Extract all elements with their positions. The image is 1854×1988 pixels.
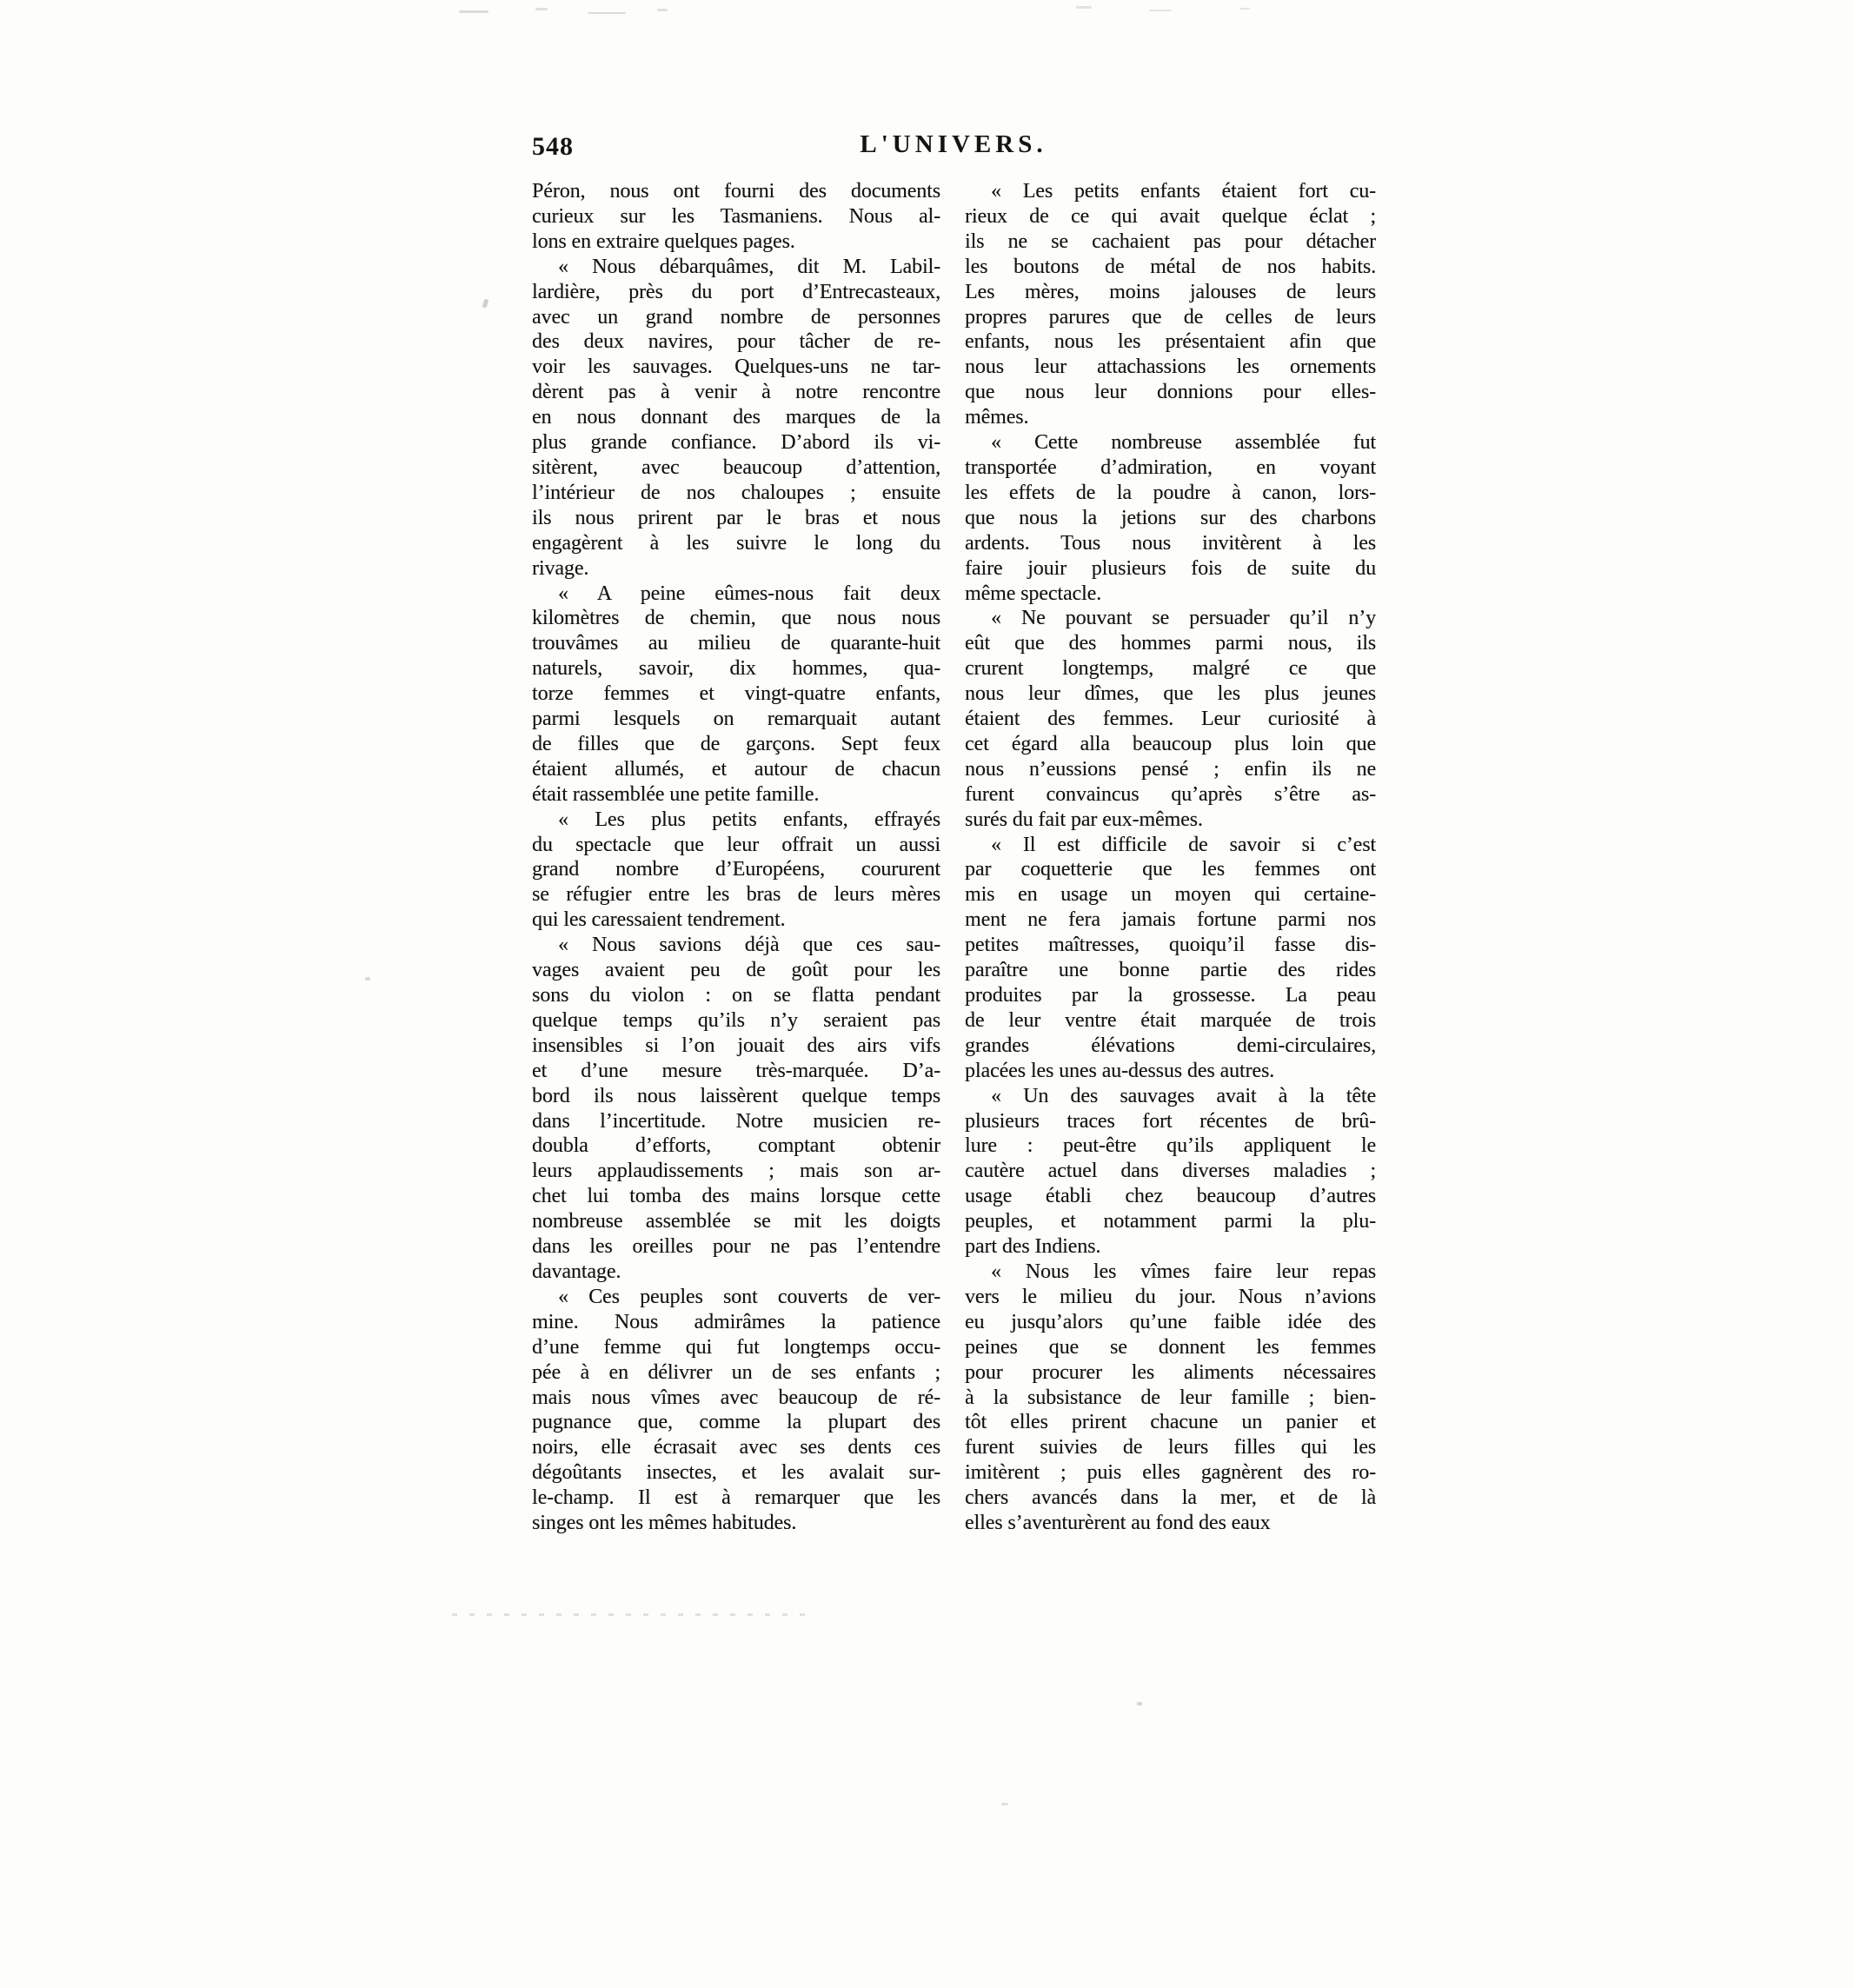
text-line: même spectacle.: [965, 582, 1102, 605]
text-line: sons du violon : on se flatta pendant: [532, 984, 940, 1007]
text-line: « Nous les vîmes faire leur repas: [991, 1260, 1376, 1283]
text-line: quelque temps qu’ils n’y seraient pas: [532, 1008, 940, 1032]
paragraph: [532, 1285, 940, 1536]
scan-speck: [1239, 8, 1250, 10]
paragraph: [965, 833, 1376, 1084]
text-line: chet lui tomba des mains lorsque cette: [532, 1185, 940, 1208]
text-line: tôt elles prirent chacune un panier et: [965, 1411, 1376, 1434]
text-line: voir les sauvages. Quelques-uns ne tar-: [532, 356, 940, 379]
text-line: nous n’eussions pensé ; enfin ils ne: [965, 757, 1376, 781]
text-line: d’une femme qui fut longtemps occu-: [532, 1335, 940, 1359]
paragraph: [965, 1084, 1376, 1260]
text-line: rieux de ce qui avait quelque éclat ;: [965, 204, 1376, 228]
text-line: et d’une mesure très-marquée. D’a-: [532, 1059, 940, 1082]
text-line: usage établi chez beaucoup d’autres: [965, 1185, 1376, 1208]
text-line: furent suivies de leurs filles qui les: [965, 1436, 1376, 1459]
text-line: transportée d’admiration, en voyant: [965, 455, 1376, 479]
page-number: 548: [532, 132, 574, 161]
text-line: ardents. Tous nous invitèrent à les: [965, 531, 1376, 555]
text-line: vers le milieu du jour. Nous n’avions: [965, 1285, 1376, 1308]
text-line: « Cette nombreuse assemblée fut: [991, 431, 1376, 455]
text-line: ils ne se cachaient pas pour détacher: [965, 229, 1376, 253]
scan-speck: [1137, 1702, 1142, 1705]
scan-speck: [1149, 10, 1172, 11]
text-line: noirs, elle écrasait avec ses dents ces: [532, 1436, 940, 1459]
text-line: « Nous débarquâmes, dit M. Labil-: [558, 255, 940, 278]
text-line: de leur ventre était marquée de trois: [965, 1008, 1376, 1032]
scan-speck: [588, 12, 626, 14]
text-line: sitèrent, avec beaucoup d’attention,: [532, 455, 940, 479]
text-line: mine. Nous admirâmes la patience: [532, 1310, 940, 1333]
text-line: dans l’incertitude. Notre musicien re-: [532, 1109, 940, 1133]
text-line: « Les petits enfants étaient fort cu-: [991, 180, 1376, 203]
text-line: engagèrent à les suivre le long du: [532, 531, 940, 555]
text-line: davantage.: [532, 1260, 621, 1283]
scan-speck: [657, 9, 668, 11]
paragraph: [532, 179, 940, 255]
text-line: crurent longtemps, malgré ce que: [965, 657, 1376, 681]
text-line: ment ne fera jamais fortune parmi nos: [965, 908, 1376, 932]
text-line: faire jouir plusieurs fois de suite du: [965, 556, 1376, 580]
text-line: surés du fait par eux-mêmes.: [965, 808, 1203, 831]
text-line: des deux navires, pour tâcher de re-: [532, 330, 940, 354]
scan-speck: [459, 10, 488, 13]
text-line: « A peine eûmes-nous fait deux: [558, 582, 940, 605]
text-line: « Il est difficile de savoir si c’est: [991, 833, 1376, 856]
text-line: bord ils nous laissèrent quelque temps: [532, 1084, 940, 1107]
text-line: du spectacle que leur offrait un aussi: [532, 833, 940, 856]
text-line: « Un des sauvages avait à la tête: [991, 1084, 1376, 1107]
text-line: Les mères, moins jalouses de leurs: [965, 280, 1376, 303]
text-line: en nous donnant des marques de la: [532, 406, 940, 429]
paragraph: [532, 808, 940, 934]
text-line: dégoûtants insectes, et les avalait sur-: [532, 1461, 940, 1485]
text-line: paraître une bonne partie des rides: [965, 959, 1376, 982]
text-line: imitèrent ; puis elles gagnèrent des ro-: [965, 1461, 1376, 1485]
text-line: nombreuse assemblée se mit les doigts: [532, 1210, 940, 1233]
text-line: nous leur attachassions les ornements: [965, 356, 1376, 379]
text-line: parmi lesquels on remarquait autant: [532, 708, 940, 731]
text-line: plus grande confiance. D’abord ils vi-: [532, 431, 940, 455]
text-line: grandes élévations demi-circulaires,: [965, 1034, 1376, 1057]
text-line: cautère actuel dans diverses maladies ;: [965, 1160, 1376, 1183]
scan-speck: [1076, 6, 1092, 9]
text-line: Péron, nous ont fourni des documents: [532, 180, 940, 203]
text-line: l’intérieur de nos chaloupes ; ensuite: [532, 481, 940, 504]
text-line: par coquetterie que les femmes ont: [965, 858, 1376, 881]
text-line: eût que des hommes parmi nous, ils: [965, 632, 1376, 655]
text-line: leurs applaudissements ; mais son ar-: [532, 1160, 940, 1183]
text-line: qui les caressaient tendrement.: [532, 908, 786, 932]
text-line: mêmes.: [965, 406, 1029, 429]
text-line: « Nous savions déjà que ces sau-: [558, 934, 940, 957]
text-line: produites par la grossesse. La peau: [965, 984, 1376, 1007]
text-line: nous leur dîmes, que les plus jeunes: [965, 682, 1376, 706]
text-line: lure : peut-être qu’ils appliquent le: [965, 1134, 1376, 1158]
text-line: insensibles si l’on jouait des airs vifs: [532, 1034, 940, 1057]
text-line: pée à en délivrer un de ses enfants ;: [532, 1360, 940, 1384]
text-line: naturels, savoir, dix hommes, qua-: [532, 657, 940, 681]
text-line: pour procurer les aliments nécessaires: [965, 1360, 1376, 1384]
text-line: de filles que de garçons. Sept feux: [532, 732, 940, 755]
text-line: était rassemblée une petite famille.: [532, 782, 820, 806]
scan-speck: [365, 977, 370, 981]
text-line: ils nous prirent par le bras et nous: [532, 506, 940, 529]
text-line: « Ne pouvant se persuader qu’il n’y: [991, 607, 1376, 630]
scan-speck: [535, 8, 548, 10]
scan-dotted-line: [452, 1613, 817, 1616]
text-line: « Ces peuples sont couverts de ver-: [558, 1285, 940, 1308]
text-line: furent convaincus qu’après s’être as-: [965, 782, 1376, 806]
text-line: les boutons de métal de nos habits.: [965, 255, 1376, 278]
text-line: dans les oreilles pour ne pas l’entendre: [532, 1235, 940, 1259]
text-line: chers avancés dans la mer, et de là: [965, 1486, 1376, 1510]
running-title: L'UNIVERS.: [860, 130, 1047, 158]
text-line: kilomètres de chemin, que nous nous: [532, 607, 940, 630]
text-line: doubla d’efforts, comptant obtenir: [532, 1134, 940, 1158]
text-line: enfants, nous les présentaient afin que: [965, 330, 1376, 354]
text-line: placées les unes au-dessus des autres.: [965, 1059, 1275, 1082]
text-line: étaient des femmes. Leur curiosité à: [965, 708, 1376, 731]
text-line: torze femmes et vingt-quatre enfants,: [532, 682, 940, 706]
text-line: propres parures que de celles de leurs: [965, 305, 1376, 329]
text-line: se réfugier entre les bras de leurs mères: [532, 883, 940, 907]
paragraph: [532, 255, 940, 582]
text-line: les effets de la poudre à canon, lors-: [965, 481, 1376, 504]
text-line: cet égard alla beaucoup plus loin que: [965, 732, 1376, 755]
text-line: peines que se donnent les femmes: [965, 1335, 1376, 1359]
text-line: le-champ. Il est à remarquer que les: [532, 1486, 940, 1510]
text-line: lardière, près du port d’Entrecasteaux,: [532, 280, 940, 303]
text-line: vages avaient peu de goût pour les: [532, 959, 940, 982]
text-line: elles s’aventurèrent au fond des eaux: [965, 1512, 1271, 1535]
text-line: à la subsistance de leur famille ; bien-: [965, 1386, 1376, 1409]
text-line: grand nombre d’Européens, coururent: [532, 858, 940, 881]
paragraph: [965, 430, 1376, 606]
text-line: part des Indiens.: [965, 1235, 1101, 1259]
text-line: dèrent pas à venir à notre rencontre: [532, 381, 940, 404]
text-line: que nous leur donnions pour elles-: [965, 381, 1376, 404]
paragraph: [965, 606, 1376, 832]
text-line: peuples, et notamment parmi la plu-: [965, 1210, 1376, 1233]
text-line: « Les plus petits enfants, effrayés: [558, 808, 940, 831]
text-line: curieux sur les Tasmaniens. Nous al-: [532, 204, 940, 228]
text-line: plusieurs traces fort récentes de brû-: [965, 1109, 1376, 1133]
scan-speck: [1001, 1803, 1008, 1805]
paragraph: [532, 933, 940, 1285]
text-line: avec un grand nombre de personnes: [532, 305, 940, 329]
paragraph: [532, 582, 940, 808]
text-column-left: [532, 179, 940, 1536]
text-line: singes ont les mêmes habitudes.: [532, 1512, 797, 1535]
scan-speck: [482, 298, 489, 308]
text-line: que nous la jetions sur des charbons: [965, 506, 1376, 529]
text-line: eu jusqu’alors qu’une faible idée des: [965, 1310, 1376, 1333]
text-line: lons en extraire quelques pages.: [532, 229, 795, 253]
text-line: petites maîtresses, quoiqu’il fasse dis-: [965, 934, 1376, 957]
text-line: rivage.: [532, 556, 589, 580]
text-line: mis en usage un moyen qui certaine-: [965, 883, 1376, 907]
paragraph: [965, 1260, 1376, 1536]
text-line: trouvâmes au milieu de quarante-huit: [532, 632, 940, 655]
text-line: étaient allumés, et autour de chacun: [532, 757, 940, 781]
paragraph: [965, 179, 1376, 430]
text-line: mais nous vîmes avec beaucoup de ré-: [532, 1386, 940, 1409]
text-column-right: [965, 179, 1376, 1536]
text-line: pugnance que, comme la plupart des: [532, 1411, 940, 1434]
